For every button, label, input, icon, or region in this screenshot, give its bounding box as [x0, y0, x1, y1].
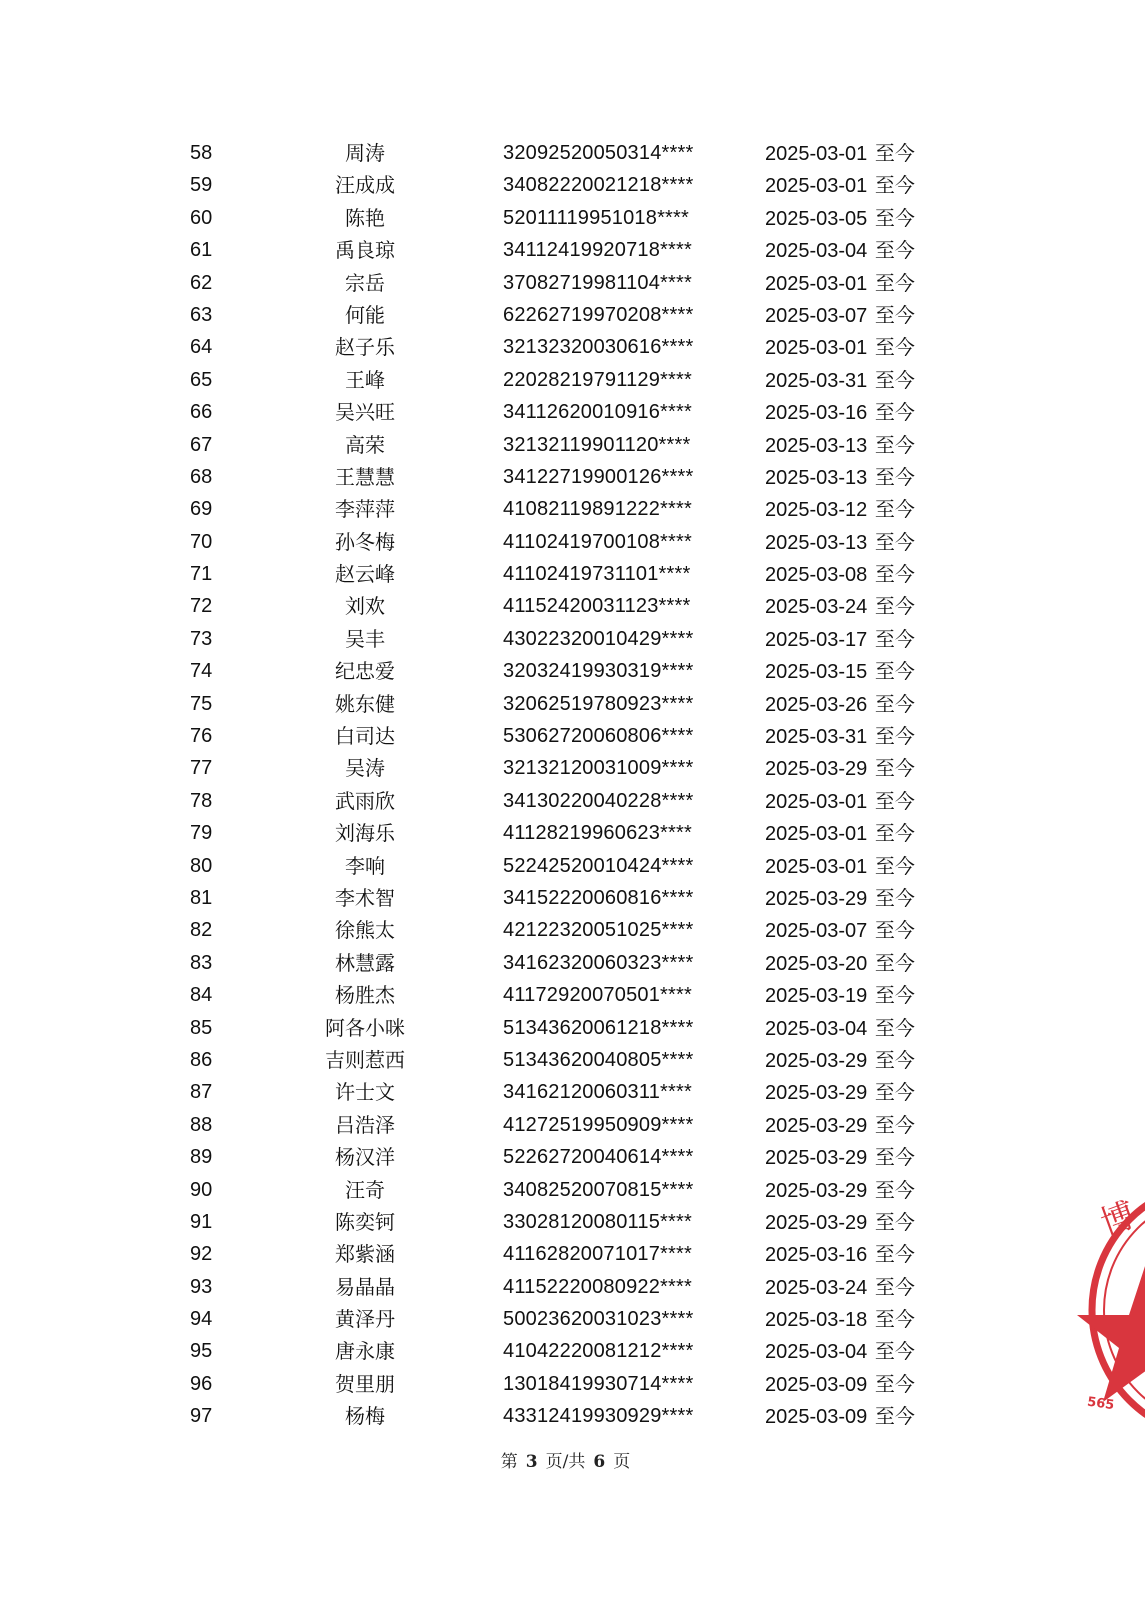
- date-range: [765, 1012, 955, 1045]
- table-row: [150, 882, 950, 914]
- person-name: 吕浩泽: [335, 1112, 395, 1137]
- date-range: [765, 396, 955, 429]
- table-row: [150, 1400, 950, 1432]
- person-name: 阿各小咪: [325, 1015, 405, 1040]
- start-date: 2025-03-01: [765, 855, 868, 878]
- id-number: 42122320051025****: [503, 919, 694, 942]
- table-row: [150, 850, 950, 882]
- row-number: 66: [190, 401, 213, 424]
- seal-digits: 565: [1086, 1394, 1116, 1414]
- until-now-label: 至今: [874, 691, 915, 716]
- date-range: [765, 1303, 955, 1336]
- id-number: 62262719970208****: [503, 303, 694, 326]
- start-date: 2025-03-07: [765, 304, 868, 327]
- id-number: 34112620010916****: [503, 401, 692, 424]
- footer-prefix: 第: [500, 1452, 518, 1472]
- seal-char: 博: [1095, 1194, 1142, 1245]
- date-range: [765, 1174, 955, 1207]
- table-row: [150, 299, 950, 331]
- date-range: [765, 1141, 955, 1174]
- date-range: [765, 1400, 955, 1433]
- id-number: 34162120060311****: [503, 1081, 692, 1104]
- date-range: [765, 623, 955, 656]
- start-date: 2025-03-01: [765, 272, 868, 295]
- id-number: 41152420031123****: [503, 595, 691, 618]
- table-row: [150, 752, 950, 784]
- row-number: 62: [190, 271, 213, 294]
- person-name: 吴兴旺: [335, 400, 395, 425]
- person-name: 赵子乐: [335, 335, 395, 360]
- table-row: [150, 1206, 950, 1238]
- date-range: [765, 720, 955, 753]
- id-number: 41152220080922****: [503, 1275, 692, 1298]
- table-row: [150, 590, 950, 622]
- date-range: [765, 1368, 955, 1401]
- start-date: 2025-03-01: [765, 143, 868, 165]
- person-name: 禹良琼: [335, 238, 395, 263]
- table-row: [150, 914, 950, 946]
- until-now-label: 至今: [874, 821, 915, 846]
- person-name: 陈奕钶: [335, 1209, 395, 1234]
- person-name: 李萍萍: [335, 497, 395, 522]
- start-date: 2025-03-01: [765, 175, 868, 198]
- row-number: 71: [190, 563, 213, 586]
- id-number: 52262720040614****: [503, 1146, 694, 1169]
- start-date: 2025-03-18: [765, 1309, 868, 1332]
- until-now-label: 至今: [874, 173, 915, 198]
- until-now-label: 至今: [874, 1145, 915, 1170]
- start-date: 2025-03-09: [765, 1373, 868, 1396]
- person-name: 汪奇: [345, 1177, 385, 1202]
- footer-current-page: 3: [525, 1452, 538, 1472]
- start-date: 2025-03-24: [765, 596, 868, 619]
- person-name: 李术智: [335, 885, 395, 910]
- until-now-label: 至今: [874, 400, 915, 425]
- person-name: 郑紫涵: [335, 1242, 395, 1267]
- start-date: 2025-03-24: [765, 1276, 868, 1299]
- table-row: [150, 137, 950, 169]
- table-row: [150, 1368, 950, 1400]
- row-number: 73: [190, 627, 213, 650]
- date-range: [765, 1109, 955, 1142]
- start-date: 2025-03-05: [765, 207, 868, 230]
- row-number: 61: [190, 239, 213, 262]
- person-name: 纪忠爱: [335, 659, 395, 684]
- start-date: 2025-03-04: [765, 1341, 868, 1364]
- id-number: 37082719981104****: [503, 271, 692, 294]
- person-name: 王慧慧: [335, 464, 395, 489]
- id-number: 41102419700108****: [503, 530, 692, 553]
- row-number: 74: [190, 660, 213, 683]
- start-date: 2025-03-29: [765, 1114, 868, 1137]
- table-row: [150, 396, 950, 428]
- date-range: [765, 752, 955, 785]
- person-name: 高荣: [345, 432, 385, 457]
- person-name: 李响: [345, 853, 385, 878]
- row-number: 88: [190, 1113, 213, 1136]
- start-date: 2025-03-04: [765, 1017, 868, 1040]
- person-name: 林慧露: [335, 950, 395, 975]
- row-number: 84: [190, 984, 213, 1007]
- table-row: [150, 364, 950, 396]
- table-row: [150, 493, 950, 525]
- person-name: 赵云峰: [335, 562, 395, 587]
- start-date: 2025-03-26: [765, 693, 868, 716]
- table-row: [150, 331, 950, 363]
- until-now-label: 至今: [874, 1177, 915, 1202]
- id-number: 52011119951018****: [503, 206, 690, 229]
- until-now-label: 至今: [874, 1339, 915, 1364]
- date-range: [765, 331, 955, 364]
- start-date: 2025-03-15: [765, 661, 868, 684]
- row-number: 91: [190, 1210, 213, 1233]
- until-now-label: 至今: [874, 918, 915, 943]
- table-row: [150, 688, 950, 720]
- start-date: 2025-03-20: [765, 952, 868, 975]
- start-date: 2025-03-16: [765, 1244, 868, 1267]
- start-date: 2025-03-29: [765, 1082, 868, 1105]
- table-row: [150, 1012, 950, 1044]
- start-date: 2025-03-29: [765, 758, 868, 781]
- row-number: 97: [190, 1405, 213, 1428]
- table-row: [150, 1238, 950, 1270]
- id-number: 41082119891222****: [503, 498, 692, 521]
- until-now-label: 至今: [874, 1047, 915, 1072]
- row-number: 86: [190, 1048, 213, 1071]
- date-range: [765, 364, 955, 397]
- row-number: 67: [190, 433, 213, 456]
- until-now-label: 至今: [874, 659, 915, 684]
- table-row: [150, 526, 950, 558]
- person-name: 王峰: [345, 367, 385, 392]
- person-name: 周涛: [345, 141, 385, 165]
- start-date: 2025-03-01: [765, 337, 868, 360]
- id-number: 41128219960623****: [503, 822, 692, 845]
- date-range: [765, 1238, 955, 1271]
- row-number: 77: [190, 757, 213, 780]
- table-row: [150, 1141, 950, 1173]
- date-range: [765, 817, 955, 850]
- until-now-label: 至今: [874, 1307, 915, 1332]
- row-number: 76: [190, 725, 213, 748]
- table-row: [150, 720, 950, 752]
- start-date: 2025-03-17: [765, 628, 868, 651]
- person-name: 吉则惹西: [325, 1047, 405, 1072]
- start-date: 2025-03-09: [765, 1406, 868, 1429]
- date-range: [765, 202, 955, 235]
- red-seal-stamp: [1085, 1180, 1145, 1440]
- until-now-label: 至今: [874, 464, 915, 489]
- id-number: 34152220060816****: [503, 886, 694, 909]
- until-now-label: 至今: [874, 626, 915, 651]
- start-date: 2025-03-29: [765, 1179, 868, 1202]
- start-date: 2025-03-29: [765, 1147, 868, 1170]
- start-date: 2025-03-29: [765, 887, 868, 910]
- until-now-label: 至今: [874, 1274, 915, 1299]
- start-date: 2025-03-19: [765, 985, 868, 1008]
- person-name: 易晶晶: [335, 1274, 395, 1299]
- start-date: 2025-03-01: [765, 790, 868, 813]
- row-number: 93: [190, 1275, 213, 1298]
- date-range: [765, 299, 955, 332]
- person-name: 汪成成: [335, 173, 395, 198]
- row-number: 81: [190, 886, 213, 909]
- id-number: 32132119901120****: [503, 433, 691, 456]
- until-now-label: 至今: [874, 367, 915, 392]
- until-now-label: 至今: [874, 1112, 915, 1137]
- until-now-label: 至今: [874, 529, 915, 554]
- table-row: [150, 558, 950, 590]
- date-range: [765, 169, 955, 202]
- date-range: [765, 850, 955, 883]
- id-number: 34162320060323****: [503, 951, 694, 974]
- row-number: 78: [190, 789, 213, 812]
- person-name: 刘欢: [345, 594, 385, 619]
- id-number: 34112419920718****: [503, 239, 692, 262]
- row-number: 83: [190, 951, 213, 974]
- date-range: [765, 526, 955, 559]
- person-name: 杨胜杰: [335, 983, 395, 1008]
- until-now-label: 至今: [874, 1404, 915, 1429]
- id-number: 32092520050314****: [503, 142, 694, 164]
- id-number: 43312419930929****: [503, 1405, 694, 1428]
- person-name: 武雨欣: [335, 788, 395, 813]
- person-name: 孙冬梅: [335, 529, 395, 554]
- date-range: [765, 1044, 955, 1077]
- date-range: [765, 914, 955, 947]
- id-number: 13018419930714****: [503, 1372, 694, 1395]
- table-row: [150, 202, 950, 234]
- id-number: 34130220040228****: [503, 789, 694, 812]
- personnel-table: [150, 137, 950, 1433]
- table-row: [150, 1335, 950, 1367]
- table-row: [150, 785, 950, 817]
- until-now-label: 至今: [874, 788, 915, 813]
- start-date: 2025-03-31: [765, 726, 868, 749]
- row-number: 59: [190, 174, 213, 197]
- id-number: 41162820071017****: [503, 1243, 692, 1266]
- footer-middle: 页/共: [545, 1452, 586, 1472]
- id-number: 52242520010424****: [503, 854, 694, 877]
- row-number: 92: [190, 1243, 213, 1266]
- table-row: [150, 1271, 950, 1303]
- id-number: 33028120080115****: [503, 1210, 692, 1233]
- row-number: 58: [190, 142, 213, 164]
- id-number: 50023620031023****: [503, 1308, 694, 1331]
- start-date: 2025-03-29: [765, 1211, 868, 1234]
- person-name: 刘海乐: [335, 821, 395, 846]
- row-number: 72: [190, 595, 213, 618]
- person-name: 许士文: [335, 1080, 395, 1105]
- date-range: [765, 590, 955, 623]
- row-number: 65: [190, 368, 213, 391]
- person-name: 宗岳: [345, 270, 385, 295]
- start-date: 2025-03-31: [765, 369, 868, 392]
- id-number: 32132120031009****: [503, 757, 694, 780]
- person-name: 杨梅: [345, 1404, 385, 1429]
- id-number: 41272519950909****: [503, 1113, 694, 1136]
- footer-total-pages: 6: [593, 1452, 606, 1472]
- row-number: 89: [190, 1146, 213, 1169]
- person-name: 陈艳: [345, 205, 385, 230]
- row-number: 64: [190, 336, 213, 359]
- person-name: 唐永康: [335, 1339, 395, 1364]
- until-now-label: 至今: [874, 302, 915, 327]
- row-number: 70: [190, 530, 213, 553]
- table-row: [150, 461, 950, 493]
- until-now-label: 至今: [874, 562, 915, 587]
- table-row: [150, 1109, 950, 1141]
- person-name: 黄泽丹: [335, 1307, 395, 1332]
- person-name: 杨汉洋: [335, 1145, 395, 1170]
- id-number: 41102419731101****: [503, 563, 691, 586]
- row-number: 96: [190, 1372, 213, 1395]
- id-number: 51343620061218****: [503, 1016, 694, 1039]
- date-range: [765, 267, 955, 300]
- footer-suffix: 页: [613, 1452, 631, 1472]
- until-now-label: 至今: [874, 756, 915, 781]
- id-number: 53062720060806****: [503, 725, 694, 748]
- until-now-label: 至今: [874, 1371, 915, 1396]
- person-name: 吴丰: [345, 626, 385, 651]
- until-now-label: 至今: [874, 1015, 915, 1040]
- date-range: [765, 234, 955, 267]
- date-range: [765, 493, 955, 526]
- start-date: 2025-03-07: [765, 920, 868, 943]
- table-row: [150, 429, 950, 461]
- until-now-label: 至今: [874, 432, 915, 457]
- until-now-label: 至今: [874, 594, 915, 619]
- until-now-label: 至今: [874, 1209, 915, 1234]
- date-range: [765, 688, 955, 721]
- row-number: 87: [190, 1081, 213, 1104]
- id-number: 32032419930319****: [503, 660, 694, 683]
- date-range: [765, 137, 955, 170]
- id-number: 32132320030616****: [503, 336, 694, 359]
- date-range: [765, 882, 955, 915]
- date-range: [765, 1271, 955, 1304]
- person-name: 白司达: [335, 724, 395, 749]
- until-now-label: 至今: [874, 853, 915, 878]
- date-range: [765, 947, 955, 980]
- person-name: 姚东健: [335, 691, 395, 716]
- date-range: [765, 655, 955, 688]
- seal-graphic: [1085, 1180, 1145, 1440]
- start-date: 2025-03-16: [765, 402, 868, 425]
- date-range: [765, 979, 955, 1012]
- row-number: 60: [190, 206, 213, 229]
- until-now-label: 至今: [874, 270, 915, 295]
- until-now-label: 至今: [874, 885, 915, 910]
- until-now-label: 至今: [874, 205, 915, 230]
- table-row: [150, 1174, 950, 1206]
- until-now-label: 至今: [874, 1242, 915, 1267]
- row-number: 95: [190, 1340, 213, 1363]
- row-number: 63: [190, 303, 213, 326]
- table-row: [150, 1076, 950, 1108]
- person-name: 何能: [345, 302, 385, 327]
- row-number: 79: [190, 822, 213, 845]
- start-date: 2025-03-29: [765, 1049, 868, 1072]
- table-row: [150, 947, 950, 979]
- start-date: 2025-03-13: [765, 434, 868, 457]
- until-now-label: 至今: [874, 335, 915, 360]
- start-date: 2025-03-12: [765, 499, 868, 522]
- date-range: [765, 1076, 955, 1109]
- page-footer: [0, 1447, 1131, 1472]
- row-number: 94: [190, 1308, 213, 1331]
- table-row: [150, 979, 950, 1011]
- table-row: [150, 817, 950, 849]
- person-name: 贺里朋: [335, 1371, 395, 1396]
- table-row: [150, 1044, 950, 1076]
- until-now-label: 至今: [874, 141, 915, 165]
- id-number: 41042220081212****: [503, 1340, 694, 1363]
- person-name: 徐熊太: [335, 918, 395, 943]
- table-row: [150, 267, 950, 299]
- date-range: [765, 429, 955, 462]
- until-now-label: 至今: [874, 724, 915, 749]
- start-date: 2025-03-13: [765, 531, 868, 554]
- seal-star: [1077, 1260, 1145, 1402]
- until-now-label: 至今: [874, 497, 915, 522]
- id-number: 32062519780923****: [503, 692, 694, 715]
- start-date: 2025-03-08: [765, 564, 868, 587]
- date-range: [765, 461, 955, 494]
- table-row: [150, 1303, 950, 1335]
- id-number: 43022320010429****: [503, 627, 694, 650]
- start-date: 2025-03-04: [765, 240, 868, 263]
- row-number: 85: [190, 1016, 213, 1039]
- id-number: 34122719900126****: [503, 465, 694, 488]
- row-number: 90: [190, 1178, 213, 1201]
- date-range: [765, 1335, 955, 1368]
- table-row: [150, 655, 950, 687]
- until-now-label: 至今: [874, 983, 915, 1008]
- row-number: 68: [190, 465, 213, 488]
- person-name: 吴涛: [345, 756, 385, 781]
- start-date: 2025-03-13: [765, 466, 868, 489]
- id-number: 41172920070501****: [503, 984, 692, 1007]
- id-number: 51343620040805****: [503, 1048, 694, 1071]
- date-range: [765, 1206, 955, 1239]
- date-range: [765, 785, 955, 818]
- table-row: [150, 169, 950, 201]
- until-now-label: 至今: [874, 238, 915, 263]
- row-number: 82: [190, 919, 213, 942]
- row-number: 75: [190, 692, 213, 715]
- date-range: [765, 558, 955, 591]
- table-row: [150, 234, 950, 266]
- until-now-label: 至今: [874, 950, 915, 975]
- id-number: 34082220021218****: [503, 174, 694, 197]
- row-number: 80: [190, 854, 213, 877]
- id-number: 34082520070815****: [503, 1178, 694, 1201]
- row-number: 69: [190, 498, 213, 521]
- start-date: 2025-03-01: [765, 823, 868, 846]
- id-number: 22028219791129****: [503, 368, 692, 391]
- until-now-label: 至今: [874, 1080, 915, 1105]
- table-row: [150, 623, 950, 655]
